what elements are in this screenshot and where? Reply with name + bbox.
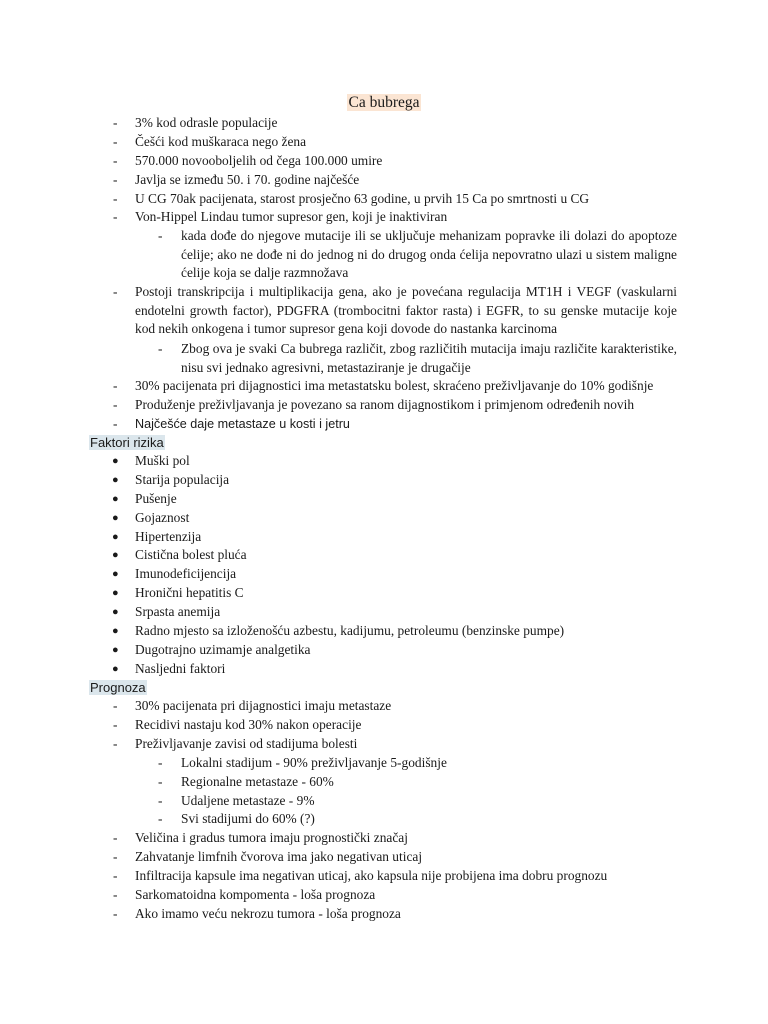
sub-list-item-text: Udaljene metastaze - 9%	[181, 793, 315, 808]
dash-marker: -	[158, 774, 163, 789]
list-item-text: U CG 70ak pacijenata, starost prosječno 63 godine, u prvih 15 Ca po smrtnosti u CG	[135, 191, 590, 206]
list-item-text: 570.000 novooboljelih od čega 100.000 umire	[135, 153, 383, 168]
dash-marker: -	[113, 134, 118, 149]
heading-text: Prognoza	[90, 680, 146, 695]
bullet-marker: ●	[112, 587, 119, 599]
dash-marker: -	[113, 887, 118, 902]
dash-marker: -	[158, 341, 163, 356]
list-item-text: 3% kod odrasle populacije	[135, 115, 278, 130]
list-item-text: Javlja se između 50. i 70. godine najčešće	[135, 172, 360, 187]
sub-list-item-text: Regionalne metastaze - 60%	[181, 774, 334, 789]
sub-list-item-text: kada dođe do njegove mutacije ili se uključuje mehanizam popravke ili dolazi do apoptoze ćelije; ako ne dođe ni do jednog ni do drugog onda ćelija nepovratno ulazi u sistem maligne ćelije koja se dalje razmnožava	[181, 228, 677, 281]
bullet-marker: ●	[112, 663, 119, 675]
dash-marker: -	[158, 811, 163, 826]
dash-marker: -	[113, 698, 118, 713]
dash-marker: -	[113, 209, 118, 224]
bullet-marker: ●	[112, 512, 119, 524]
dash-marker: -	[113, 191, 118, 206]
bullet-marker: ●	[112, 531, 119, 543]
bullet-marker: ●	[112, 549, 119, 561]
list-item-text: Hronični hepatitis C	[135, 585, 244, 600]
bullet-marker: ●	[112, 474, 119, 486]
dash-marker: -	[158, 793, 163, 808]
list-item-text: Ako imamo veću nekrozu tumora - loša prognoza	[135, 906, 401, 921]
list-item-text: Srpasta anemija	[135, 604, 221, 619]
list-item-text: Hipertenzija	[135, 529, 202, 544]
dash-marker: -	[113, 868, 118, 883]
list-item-text: Starija populacija	[135, 472, 230, 487]
list-item-text: Infiltracija kapsule ima negativan uticaj, ako kapsula nije probijena ima dobru prognozu	[135, 868, 608, 883]
bullet-marker: ●	[112, 644, 119, 656]
dash-marker: -	[113, 397, 118, 412]
list-item-text: Dugotrajno uzimamje analgetika	[135, 642, 311, 657]
dash-marker: -	[113, 153, 118, 168]
dash-marker: -	[113, 416, 118, 431]
list-item-text: Najčešće daje metastaze u kosti i jetru	[135, 417, 350, 431]
list-item-text: Radno mjesto sa izloženošću azbestu, kadijumu, petroleumu (benzinske pumpe)	[135, 623, 565, 638]
list-item-text: Zahvatanje limfnih čvorova ima jako negativan uticaj	[135, 849, 423, 864]
sub-list-item-text: Svi stadijumi do 60% (?)	[181, 811, 315, 826]
dash-marker: -	[113, 284, 118, 299]
list-item-text: Muški pol	[135, 453, 190, 468]
bullet-marker: ●	[112, 455, 119, 467]
heading-text: Faktori rizika	[90, 435, 164, 450]
list-item-text: Sarkomatoidna kompomenta - loša prognoza	[135, 887, 376, 902]
list-item-text: Veličina i gradus tumora imaju prognostički značaj	[135, 830, 408, 845]
dash-marker: -	[113, 378, 118, 393]
list-item-text: Von-Hippel Lindau tumor supresor gen, koji je inaktiviran	[135, 209, 448, 224]
title-wrap	[0, 94, 768, 112]
dash-marker: -	[113, 849, 118, 864]
sub-list-item-text: Lokalni stadijum - 90% preživljavanje 5-godišnje	[181, 755, 447, 770]
dash-marker: -	[158, 228, 163, 243]
section-heading-prognosis	[89, 679, 147, 697]
dash-marker: -	[113, 172, 118, 187]
bullet-marker: ●	[112, 606, 119, 618]
dash-marker: -	[113, 906, 118, 921]
bullet-marker: ●	[112, 568, 119, 580]
list-item-text: Pušenje	[135, 491, 177, 506]
dash-marker: -	[113, 830, 118, 845]
dash-marker: -	[158, 755, 163, 770]
list-item-text: 30% pacijenata pri dijagnostici ima metastatsku bolest, skraćeno preživljavanje do 10% godišnje	[135, 378, 654, 393]
bullet-marker: ●	[112, 625, 119, 637]
list-item-text: Preživljavanje zavisi od stadijuma bolesti	[135, 736, 358, 751]
list-item-text: Imunodeficijencija	[135, 566, 237, 581]
list-item-text: 30% pacijenata pri dijagnostici imaju metastaze	[135, 698, 392, 713]
sub-list-item-text: Zbog ova je svaki Ca bubrega različit, zbog različitih mutacija imaju različite karakteristike, nisu svi jednako agresivni, metastaziranje je drugačije	[181, 341, 677, 375]
list-item-text: Postoji transkripcija i multiplikacija gena, ako je povećana regulacija MT1H i VEGF (vaskularni endotelni growth factor), PDGFRA (trombocitni faktor rasta) i EGFR, to su genske mutacije koje kod nekih onkogena i tumor supresor gena koji dovode do nastanka karcinoma	[135, 284, 677, 337]
dash-marker: -	[113, 115, 118, 130]
list-item-text: Gojaznost	[135, 510, 190, 525]
dash-marker: -	[113, 736, 118, 751]
list-item-text: Češći kod muškaraca nego žena	[135, 134, 307, 149]
list-item-text: Nasljedni faktori	[135, 661, 226, 676]
dash-marker: -	[113, 717, 118, 732]
list-item-text: Recidivi nastaju kod 30% nakon operacije	[135, 717, 362, 732]
list-item-text: Cistična bolest pluća	[135, 547, 247, 562]
section-heading-risk	[89, 434, 165, 452]
page-title: Ca bubrega	[348, 94, 420, 111]
bullet-marker: ●	[112, 493, 119, 505]
list-item-text: Produženje preživljavanja je povezano sa ranom dijagnostikom i primjenom određenih novih	[135, 397, 635, 412]
